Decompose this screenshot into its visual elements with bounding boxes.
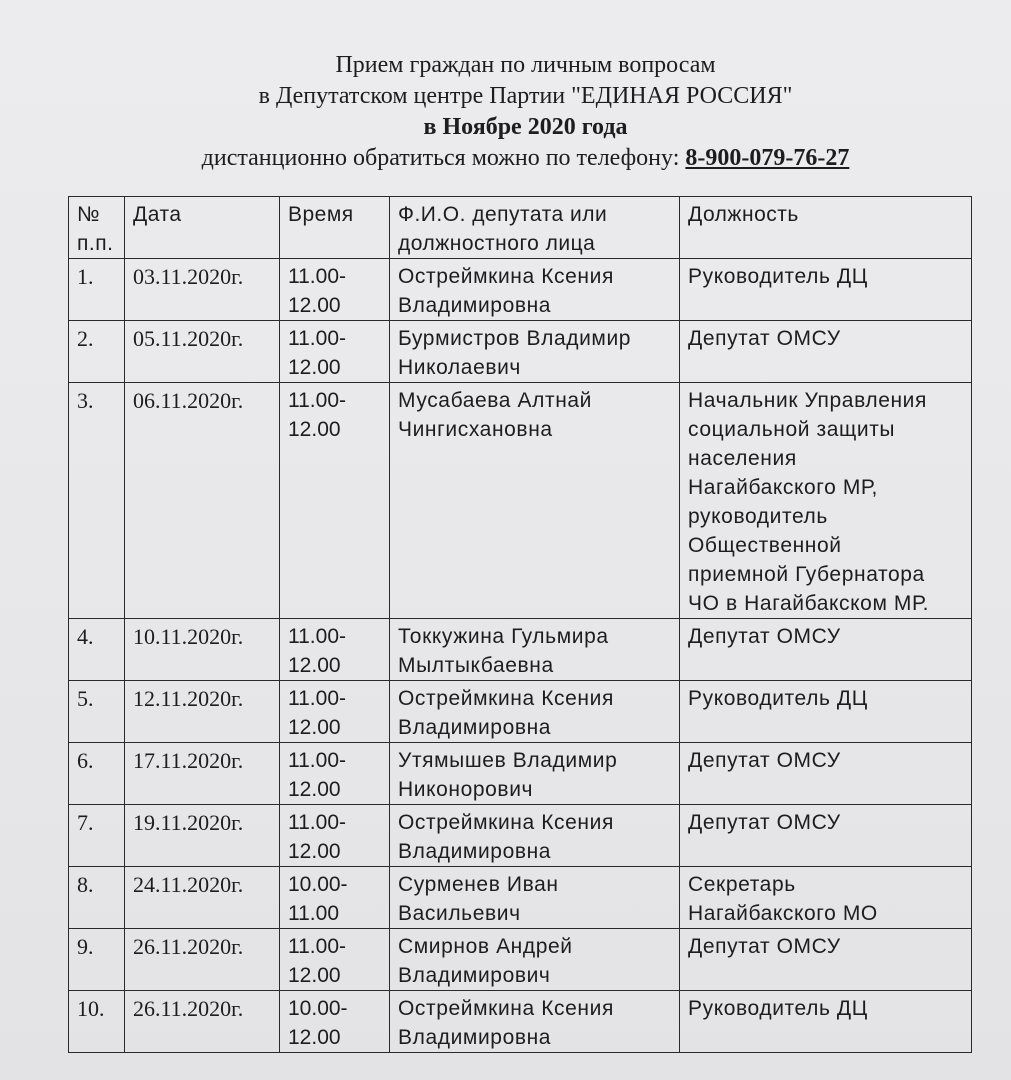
table-row bbox=[69, 991, 972, 1053]
row-number: 7. bbox=[69, 805, 125, 867]
row-number: 6. bbox=[69, 743, 125, 805]
table-header-row bbox=[69, 197, 972, 259]
row-fio: Остреймкина Ксения Владимировна bbox=[390, 259, 680, 321]
document-header bbox=[0, 50, 1011, 174]
row-number: 5. bbox=[69, 681, 125, 743]
column-header-number: № п.п. bbox=[69, 197, 125, 259]
schedule-table bbox=[68, 196, 972, 1053]
row-position: Начальник Управления социальной защиты населения Нагайбакского МР, руководитель Общественной приемной Губернатора ЧО в Нагайбакском МР. bbox=[680, 383, 972, 619]
row-time: 11.00- 12.00 bbox=[280, 681, 390, 743]
row-date: 05.11.2020г. bbox=[125, 321, 280, 383]
row-fio: Утямышев Владимир Никонорович bbox=[390, 743, 680, 805]
row-fio: Смирнов Андрей Владимирович bbox=[390, 929, 680, 991]
row-fio: Сурменев Иван Васильевич bbox=[390, 867, 680, 929]
row-number: 3. bbox=[69, 383, 125, 619]
row-position: Секретарь Нагайбакского МО bbox=[680, 867, 972, 929]
column-header-position: Должность bbox=[680, 197, 972, 259]
row-date: 26.11.2020г. bbox=[125, 991, 280, 1053]
row-date: 06.11.2020г. bbox=[125, 383, 280, 619]
row-time: 11.00- 12.00 bbox=[280, 383, 390, 619]
column-header-fio: Ф.И.О. депутата или должностного лица bbox=[390, 197, 680, 259]
row-time: 11.00- 12.00 bbox=[280, 619, 390, 681]
row-time: 10.00- 11.00 bbox=[280, 867, 390, 929]
row-fio: Мусабаева Алтнай Чингисхановна bbox=[390, 383, 680, 619]
row-number: 9. bbox=[69, 929, 125, 991]
contact-text: дистанционно обратиться можно по телефону: bbox=[201, 145, 686, 171]
row-number: 1. bbox=[69, 259, 125, 321]
table-row bbox=[69, 619, 972, 681]
table-row bbox=[69, 681, 972, 743]
table-row bbox=[69, 743, 972, 805]
row-time: 11.00- 12.00 bbox=[280, 259, 390, 321]
row-position: Руководитель ДЦ bbox=[680, 681, 972, 743]
row-fio: Остреймкина Ксения Владимировна bbox=[390, 805, 680, 867]
row-number: 2. bbox=[69, 321, 125, 383]
row-position: Руководитель ДЦ bbox=[680, 991, 972, 1053]
row-date: 12.11.2020г. bbox=[125, 681, 280, 743]
row-position: Депутат ОМСУ bbox=[680, 929, 972, 991]
row-number: 10. bbox=[69, 991, 125, 1053]
row-time: 11.00- 12.00 bbox=[280, 805, 390, 867]
phone-number: 8-900-079-76-27 bbox=[685, 145, 850, 171]
table-row bbox=[69, 867, 972, 929]
table-row bbox=[69, 321, 972, 383]
table-row bbox=[69, 259, 972, 321]
row-time: 11.00- 12.00 bbox=[280, 743, 390, 805]
row-position: Депутат ОМСУ bbox=[680, 321, 972, 383]
table-row bbox=[69, 805, 972, 867]
header-contact bbox=[40, 143, 1011, 174]
row-number: 4. bbox=[69, 619, 125, 681]
table-row bbox=[69, 383, 972, 619]
column-header-time: Время bbox=[280, 197, 390, 259]
column-header-date: Дата bbox=[125, 197, 280, 259]
row-time: 10.00- 12.00 bbox=[280, 991, 390, 1053]
row-fio: Бурмистров Владимир Николаевич bbox=[390, 321, 680, 383]
header-title: Прием граждан по личным вопросам bbox=[335, 52, 716, 78]
row-date: 26.11.2020г. bbox=[125, 929, 280, 991]
row-position: Депутат ОМСУ bbox=[680, 743, 972, 805]
row-position: Депутат ОМСУ bbox=[680, 619, 972, 681]
row-date: 03.11.2020г. bbox=[125, 259, 280, 321]
header-month: в Ноябре 2020 года bbox=[423, 114, 628, 140]
row-number: 8. bbox=[69, 867, 125, 929]
row-date: 10.11.2020г. bbox=[125, 619, 280, 681]
row-fio: Остреймкина Ксения Владимировна bbox=[390, 991, 680, 1053]
row-position: Депутат ОМСУ bbox=[680, 805, 972, 867]
row-time: 11.00- 12.00 bbox=[280, 929, 390, 991]
row-fio: Остреймкина Ксения Владимировна bbox=[390, 681, 680, 743]
row-date: 17.11.2020г. bbox=[125, 743, 280, 805]
row-time: 11.00- 12.00 bbox=[280, 321, 390, 383]
row-date: 19.11.2020г. bbox=[125, 805, 280, 867]
row-fio: Токкужина Гульмира Мылтыкбаевна bbox=[390, 619, 680, 681]
row-position: Руководитель ДЦ bbox=[680, 259, 972, 321]
table-row bbox=[69, 929, 972, 991]
header-subtitle: в Депутатском центре Партии "ЕДИНАЯ РОССИЯ" bbox=[258, 83, 793, 109]
row-date: 24.11.2020г. bbox=[125, 867, 280, 929]
